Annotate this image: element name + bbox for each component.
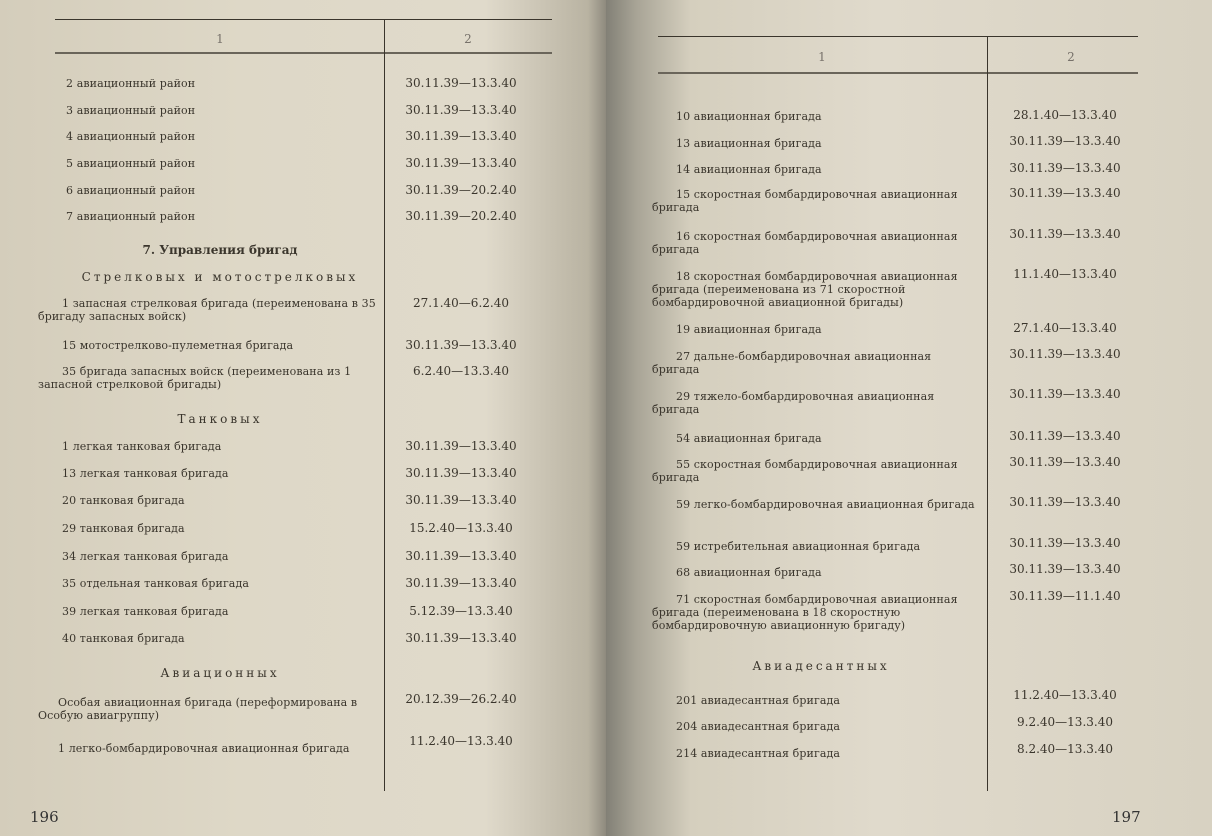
row-text: 2 авиационный район [66, 77, 196, 90]
row-text: 18 скоростная бомбардировочная авиационная бригада (переименована из 71 скоростной бомбардировочной авиационной бригады) [652, 270, 958, 309]
row-period: 11.1.40—13.3.40 [1013, 267, 1117, 281]
row-period: 30.11.39—13.3.40 [405, 493, 517, 507]
row-period: 30.11.39—13.3.40 [1009, 495, 1121, 509]
row-period: 28.1.40—13.3.40 [1013, 108, 1117, 122]
page-number: 197 [1112, 808, 1141, 826]
row-text: 27 дальне-бомбардировочная авиационная бригада [652, 350, 932, 376]
row-period: 30.11.39—13.3.40 [405, 631, 517, 645]
row-period: 30.11.39—13.3.40 [1009, 227, 1121, 241]
table-header-rule [55, 52, 552, 54]
column-1-header: 1 [818, 50, 826, 64]
row-period: 30.11.39—13.3.40 [1009, 562, 1121, 576]
row-text: 35 отдельная танковая бригада [62, 577, 249, 590]
row-period: 30.11.39—13.3.40 [1009, 455, 1121, 469]
row-period: 6.2.40—13.3.40 [413, 364, 509, 378]
row-period: 30.11.39—13.3.40 [405, 156, 517, 170]
row-text: 15 скоростная бомбардировочная авиационная бригада [652, 188, 958, 214]
row-period: 30.11.39—13.3.40 [405, 576, 517, 590]
row-text: 204 авиадесантная бригада [676, 720, 841, 733]
row-period: 30.11.39—13.3.40 [405, 76, 517, 90]
row-period: 15.2.40—13.3.40 [409, 521, 513, 535]
row-text: 34 легкая танковая бригада [62, 550, 229, 563]
row-period: 8.2.40—13.3.40 [1017, 742, 1113, 756]
row-period: 30.11.39—13.3.40 [405, 129, 517, 143]
row-period: 30.11.39—13.3.40 [405, 466, 517, 480]
subsection-title-avia: Авиационных [160, 666, 280, 680]
row-text: 214 авиадесантная бригада [676, 747, 841, 760]
row-period: 30.11.39—11.1.40 [1009, 589, 1121, 603]
row-period: 30.11.39—13.3.40 [405, 549, 517, 563]
row-text: 40 танковая бригада [62, 632, 185, 645]
row-period: 11.2.40—13.3.40 [1013, 688, 1117, 702]
page-number: 196 [30, 808, 59, 826]
table-top-rule [55, 19, 552, 20]
table-top-rule [658, 36, 1138, 37]
row-text: 14 авиационная бригада [676, 163, 822, 176]
column-divider [987, 36, 988, 791]
row-period: 9.2.40—13.3.40 [1017, 715, 1113, 729]
column-2-header: 2 [464, 32, 472, 46]
subsection-title-desant: Авиадесантных [752, 659, 890, 673]
row-text: 6 авиационный район [66, 184, 196, 197]
row-period: 30.11.39—13.3.40 [1009, 161, 1121, 175]
row-period: 30.11.39—13.3.40 [405, 103, 517, 117]
subsection-title-rifle: Стрелковых и мотострелковых [81, 270, 359, 284]
row-text: 55 скоростная бомбардировочная авиационная бригада [652, 458, 958, 484]
row-period: 30.11.39—13.3.40 [1009, 347, 1121, 361]
row-text: 13 легкая танковая бригада [62, 467, 229, 480]
row-text: 15 мотострелково-пулеметная бригада [62, 339, 294, 352]
row-text: 13 авиационная бригада [676, 137, 822, 150]
row-text: 35 бригада запасных войск (переименована из 1 запасной стрелковой бригады) [38, 365, 352, 391]
subsection-title-tank: Танковых [177, 412, 263, 426]
row-text: 201 авиадесантная бригада [676, 694, 841, 707]
row-text: 29 танковая бригада [62, 522, 185, 535]
row-period: 11.2.40—13.3.40 [409, 734, 513, 748]
row-period: 30.11.39—13.3.40 [405, 439, 517, 453]
right-page [606, 0, 1212, 836]
column-2-header: 2 [1067, 50, 1075, 64]
table-header-rule [658, 72, 1138, 74]
row-period: 30.11.39—13.3.40 [405, 338, 517, 352]
row-period: 30.11.39—13.3.40 [1009, 536, 1121, 550]
row-text: 29 тяжело-бомбардировочная авиационная бригада [652, 390, 935, 416]
row-text: 20 танковая бригада [62, 494, 185, 507]
row-text: 1 легко-бомбардировочная авиационная бригада [58, 742, 350, 755]
row-text: 1 запасная стрелковая бригада (переименована в 35 бригаду запасных войск) [38, 297, 376, 323]
row-period: 20.12.39—26.2.40 [405, 692, 517, 706]
row-text: 16 скоростная бомбардировочная авиационная бригада [652, 230, 958, 256]
row-text: 59 истребительная авиационная бригада [676, 540, 921, 553]
row-text: 19 авиационная бригада [676, 323, 822, 336]
row-text: 39 легкая танковая бригада [62, 605, 229, 618]
row-period: 30.11.39—20.2.40 [405, 183, 517, 197]
section-title: 7. Управления бригад [142, 243, 298, 257]
row-period: 27.1.40—13.3.40 [1013, 321, 1117, 335]
row-period: 5.12.39—13.3.40 [409, 604, 513, 618]
row-period: 30.11.39—13.3.40 [1009, 429, 1121, 443]
row-period: 30.11.39—13.3.40 [1009, 134, 1121, 148]
row-period: 30.11.39—13.3.40 [1009, 387, 1121, 401]
row-period: 30.11.39—20.2.40 [405, 209, 517, 223]
row-text: 7 авиационный район [66, 210, 196, 223]
row-text: 5 авиационный район [66, 157, 196, 170]
row-text: Особая авиационная бригада (переформирована в Особую авиагруппу) [38, 696, 358, 722]
row-text: 10 авиационная бригада [676, 110, 822, 123]
row-text: 59 легко-бомбардировочная авиационная бригада [676, 498, 975, 511]
row-text: 3 авиационный район [66, 104, 196, 117]
row-text: 68 авиационная бригада [676, 566, 822, 579]
row-period: 27.1.40—6.2.40 [413, 296, 509, 310]
row-text: 71 скоростная бомбардировочная авиационная бригада (переименована в 18 скоростную бомбардировочную авиационную бригаду) [652, 593, 958, 632]
column-1-header: 1 [216, 32, 224, 46]
row-text: 54 авиационная бригада [676, 432, 822, 445]
row-period: 30.11.39—13.3.40 [1009, 186, 1121, 200]
row-text: 1 легкая танковая бригада [62, 440, 222, 453]
row-text: 4 авиационный район [66, 130, 196, 143]
